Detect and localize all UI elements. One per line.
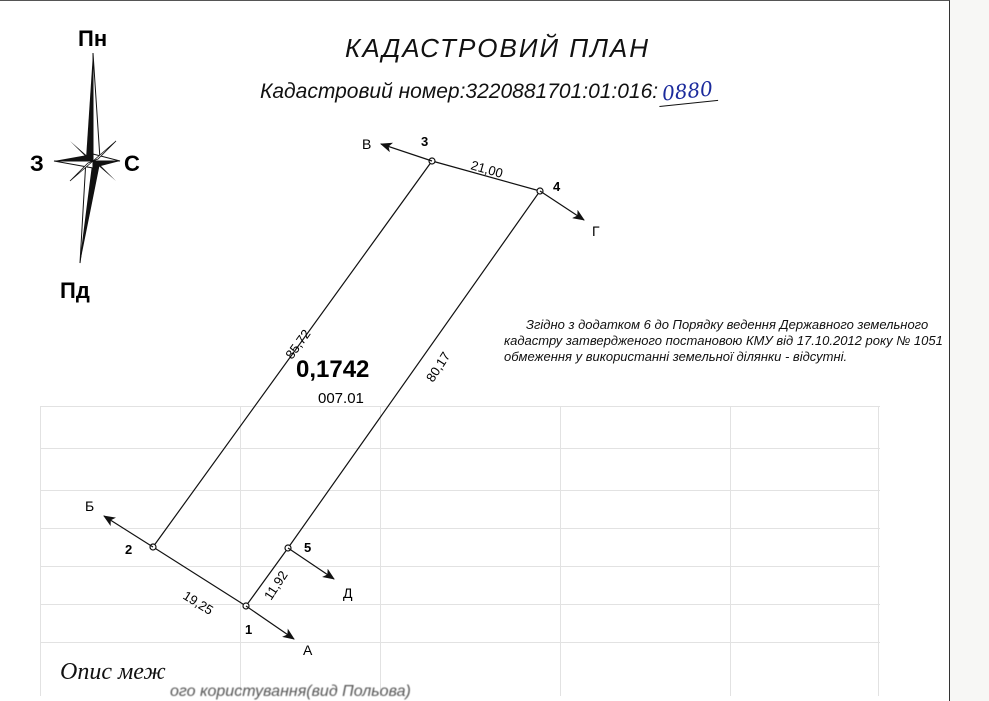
point-label-3: 3	[421, 134, 429, 149]
length-2-3: 85,72	[282, 326, 314, 362]
parcel-boundary	[153, 161, 540, 606]
restrictions-note: Згідно з додатком 6 до Порядку ведення Державного земельного кадастру затвердженого постановою КМУ від 17.10.2012 року № 1051 обмеження у використанні земельної ділянки - відсутні.	[504, 317, 943, 364]
cadastral-number-label: Кадастровий номер:3220881701:01:016:	[260, 80, 659, 103]
compass-north-label: Пн	[78, 26, 108, 51]
parcel-purpose-code: 007.01	[318, 390, 364, 407]
direction-label-a: А	[303, 642, 313, 658]
direction-label-v: В	[362, 136, 372, 152]
direction-label-d: Д	[343, 585, 353, 601]
direction-label-b: Б	[85, 498, 95, 514]
point-label-4: 4	[553, 179, 561, 194]
compass-east-label: С	[124, 151, 140, 176]
arrow-g	[540, 191, 584, 220]
length-3-4: 21,00	[469, 157, 505, 181]
length-1-2: 19,25	[180, 587, 216, 618]
length-5-1: 11,92	[260, 567, 291, 603]
section-title: Опис меж	[60, 659, 166, 685]
point-label-1: 1	[245, 622, 253, 637]
point-label-5: 5	[304, 540, 312, 555]
compass-south-needle-light	[80, 159, 93, 263]
length-4-5: 80,17	[422, 349, 454, 385]
document-title: КАДАСТРОВИЙ ПЛАН	[345, 33, 651, 63]
compass-north-needle-light	[93, 53, 100, 161]
arrow-a	[246, 606, 294, 639]
cadastral-number-handwritten: 0880	[657, 76, 718, 107]
compass-north-needle-dark	[86, 53, 93, 161]
parcel-area: 0,1742	[296, 356, 370, 383]
compass-rose	[54, 53, 120, 263]
direction-label-g: Г	[592, 223, 600, 239]
point-label-2: 2	[125, 542, 133, 557]
compass-west-label: З	[30, 151, 44, 176]
section-partial-line: ого користування(вид Польова)	[170, 683, 411, 700]
compass-south-label: Пд	[60, 278, 90, 303]
